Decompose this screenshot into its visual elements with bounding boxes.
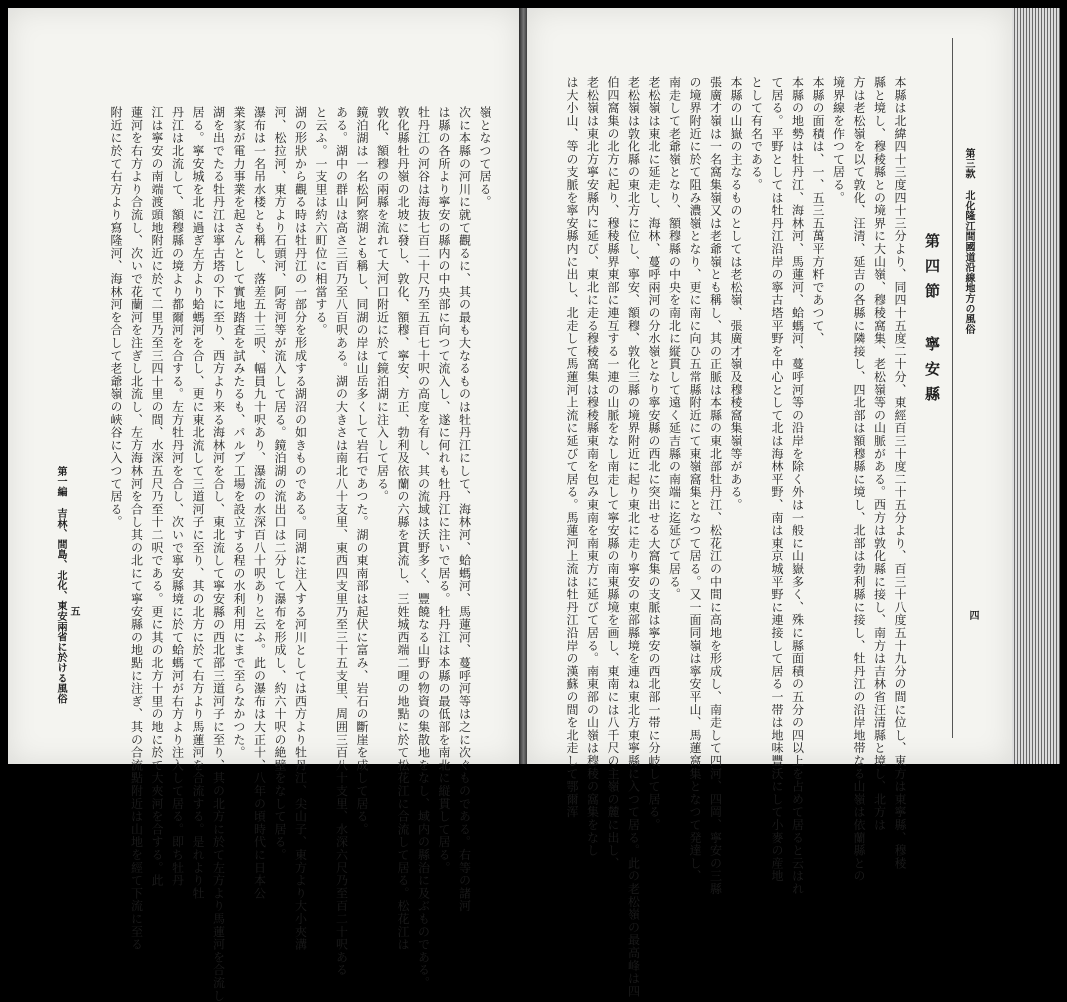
right-text-column: 伯四窩集の北方に起り、穆稜縣界東部に連互する一連の山脈をなし南走して寧安縣の南東縣境を画し、東南には八千尺の主嶺の麓に出し、: [606, 76, 620, 870]
right-text-column: 本縣の地勢は牡丹江、海林河、馬蓮河、蛤螞河、蔓呼河等の沿岸を除く外は一般に山嶽多く、殊に縣面積の五分の四以上を占めて居ると云はれ: [790, 76, 805, 896]
right-text-column: 老松嶺は東北に延走し、海林、蔓呼兩河の分水嶺となり寧安縣の西北に突出せる大窩集の支脈は寧安の西北部一帯に分岐して居る。: [647, 76, 661, 832]
left-text-column: 江は寧安の南端渡頭地附近に於て二里乃至三四十里の間、水深五尺乃至十二呎である。更に其の北方十里の地に於て大夾河を合する。此: [150, 106, 164, 887]
right-text-column: 本縣の山嶽の主なるものとしては老松嶺、張廣才嶺及穆稜窩集嶺等がある。: [729, 76, 743, 512]
left-footer-running: 第一編 吉林、間島、北化、東安兩省に於ける風俗: [55, 466, 66, 704]
right-page-number: 四: [967, 610, 978, 620]
left-text-column: 敦化、額穆の兩縣を流れて大河口附近に於て鏡泊湖に注入して居る。: [375, 106, 390, 503]
right-running-header: 第三款 北化隆江間國道沿線地方の風俗: [963, 148, 974, 335]
right-text-column: は大小山、等の支脈を寧安縣内に出し、北走して馬蓮河上流に延びて居る。馬蓮河上流は牡丹江沿岸の漢蘇の間を北走して鄂爾浑: [565, 76, 579, 819]
right-text-column: 老松嶺は東北方寧安縣内に延び、東北に走る穆稜窩集は穆稜縣東南を包み東南を南東方に延びて居る。南東部の山嶺は穆稜の窩集をなし: [585, 76, 600, 857]
left-text-column: 牡丹江の河谷は海抜七百二十尺乃至五百七十呎の高度を有し、其の流域は沃野多く、豐饒なる山野の物資の集散地をなし、域内の縣治に及ぶものである。: [416, 106, 431, 990]
right-text-column: 本縣の面積は、一、五三五萬平方粁であつて、: [811, 76, 825, 345]
left-text-column: 湖を出でたる牡丹江は寧古塔の下に至り、西方より来る海林河を合し、東北流して寧安縣の西北部三道河子に至り、其の北方に於て左方より馬蓮河を合流し: [211, 106, 226, 1002]
left-text-column: 湖の形狀から觀る時は牡丹江の一部分を形成する湖沼の如きものである。同湖に注入する河川としては西方より牡丹江、尖山子、東方より大小夾溝: [293, 106, 308, 951]
right-text-column: として有名である。: [749, 76, 764, 192]
left-text-column: 瀑布は一名吊水楼とも稱し、落差五十三呎、幅員九十呎あり、瀑流の水深百八十呎ありと云ふ。此の瀑布は大正十、八年の頃時代に日本公: [252, 106, 267, 900]
left-page-number: 五: [68, 606, 79, 616]
right-text-column: 老松嶺は敦化縣の東北方に位し、寧安、額穆、敦化三縣の境界附近に起り東北に走り寧安の東部縣境を連ね東北方東寧縣に入つて居る。此の老松嶺の最高峰は四: [626, 76, 641, 998]
right-text-column: 境界線を作つて居る。: [831, 76, 846, 204]
right-text-column: の境界附近に於て阻み濃嶺となり、更に南に向ひ五常縣附近にて東嶺窩集となつて居る。又一面同嶺は寧安平山、馬蓮窩集となつて発達し、: [688, 76, 702, 883]
header-rule: [952, 38, 953, 738]
left-text-column: 鏡泊湖は一名松阿察湖とも稱し、同湖の岸は山岳多くして岩石であつた。湖の東南部は起伏に富み、岩石の斷崖を成して居る。: [355, 106, 369, 836]
left-text-column: ある。湖中の群山は高さ三百乃至八百呎ある。湖の大きさは南北八十支里、東西四支里乃至三十五支里、周囲三百八十支里、水深六尺乃至百二十呎ある: [334, 106, 349, 977]
right-text-column: 縣と境し、穆稜縣との境界に大山嶺、穆稜窩集、老松嶺等の山脈がある。西方は敦化縣に接し、南方は吉林省汪清縣と境し、北方は: [872, 76, 887, 832]
left-text-column: 蓮河を右方より合流し、次いで花蘭河を注ぎし北流し、左方海林河を合し其の北にて寧安縣の地點に注ぎ、其の合流點附近は山地を經て下流に至る: [129, 106, 144, 951]
right-text-column: 南走して老爺嶺となり、額穆縣の中央を南北に縦貫して遠く延吉縣の南端に迄延びて居る。: [667, 76, 682, 601]
left-text-column: 居る。寧安城を北に過ぎ左方より蛤螞河を合し、更に東北流して三道河子に至り、其の北方に於て右方より馬蓮河を合流する。是れより牡: [191, 106, 205, 900]
left-page: [8, 8, 520, 1002]
left-text-column: 業家が電力事業を起さんとして實地踏査を試みたるも、パルプ工場を設立する程の水利利用にまで至らなかつた。: [232, 106, 246, 759]
right-text-column: て居る。平野としては牡丹江沿岸の寧古塔平野を中心として北は海林平野、南は東京城平野に連接して居る一帯は地味豐沃にして小麥の産地: [770, 76, 784, 883]
left-text-column: 次に本縣の河川に就て觀るに、其の最も大なるものは牡丹江にして、海林河、蛤螞河、馬蓮河、蔓呼河等は之に次ぐものである。右等の諸河: [457, 106, 472, 913]
right-text-column: 本縣は北緯四十三度四十三分より、同四十五度二十分、東經百三十度二十五分より、百三十八度五十九分の間に位し、東方は東寧縣、穆稜: [893, 76, 907, 870]
right-text-column: 方は老松嶺を以て敦化、汪清、延吉の各縣に隣接し、四北部は額穆縣に境し、北部は勃利縣に接し、牡丹江の沿岸地帯なる山嶺は依蘭縣との: [852, 76, 866, 883]
right-page: [527, 8, 1012, 998]
page-edges: [1012, 8, 1060, 764]
left-text-column: 敦化縣牡丹嶺の北坡に發し、敦化、額穆、寧安、方正、勃利及依蘭の六縣を貫流し、三姓城西端二哩の地點に於て松花江に合流して居る。松花江は: [396, 106, 410, 951]
left-text-column: 河、松拉河、東方より石頭河、阿寄河等が流入して居る。鏡泊湖の流出口は二分して瀑布を形成し、約六十呎の絶壁をなして居る。: [273, 106, 287, 862]
section-heading: 第四節 寧安縣: [923, 233, 941, 411]
left-text-column: 丹江は北流して、額穆縣の境より都爾河を合する。左方牡丹河を合し、次いで寧安縣境に於て蛤螞河が右方より注入して居る。即ち牡丹: [170, 106, 185, 887]
left-text-column: は縣の各所より寧安の縣内の中央部に向つて流入し、遂に何れも牡丹江に注いで居る。牡丹江は本縣の最低部を南北に縦貫して居る。: [437, 106, 451, 874]
right-text-column: 張廣才嶺は一名窩集嶺又は老爺嶺とも稱し、其の正脈は本縣の東北部牡丹江、松花江の中間に高地を形成し、南走して四河、四岡、寧安の三縣: [708, 76, 723, 896]
left-text-column: 嶺となつて居る。: [478, 106, 492, 209]
left-text-column: 附近に於て右方より寫隆河、海林河を合して老爺嶺の峽谷に入つて居る。: [109, 106, 123, 529]
left-text-column: と云ふ。一支里は約六町位に相當する。: [314, 106, 328, 337]
